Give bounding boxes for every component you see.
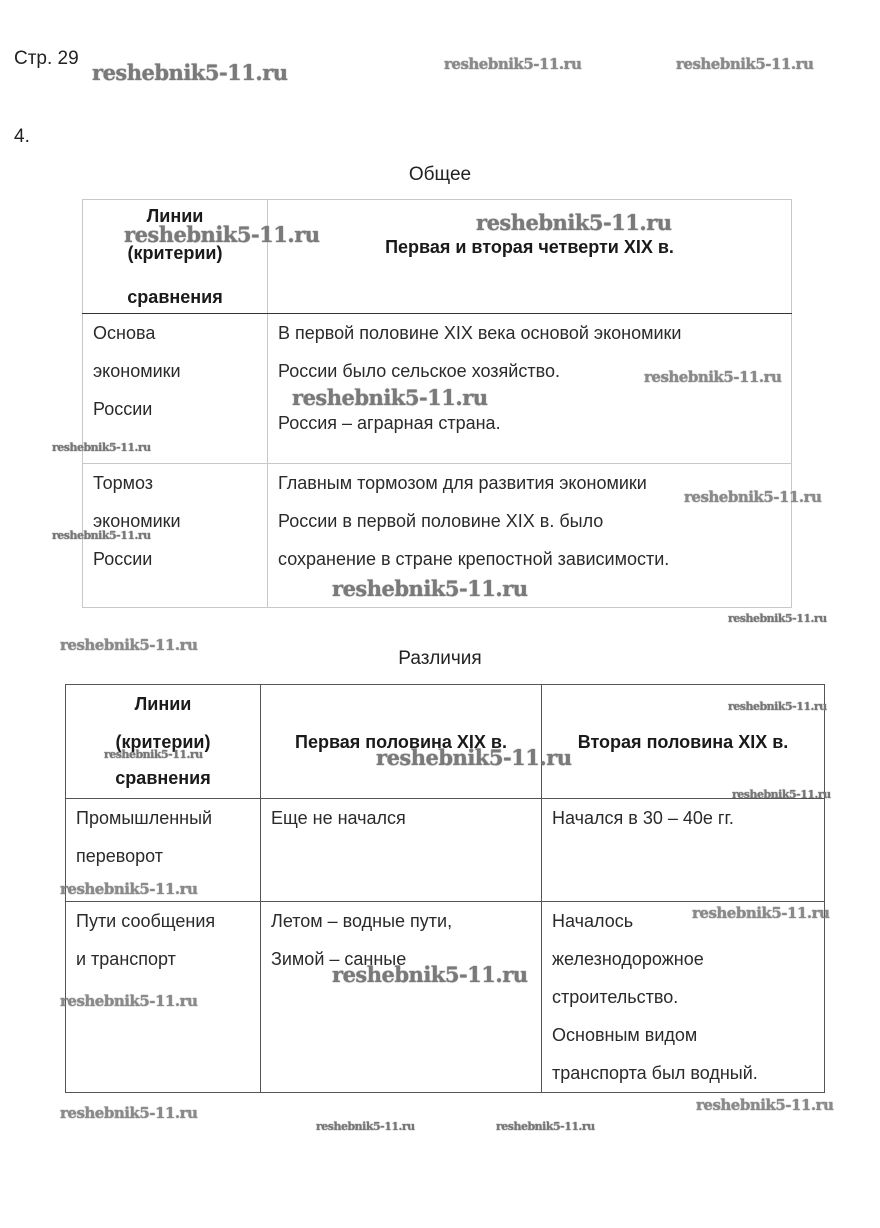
first-half-cell xyxy=(261,799,542,902)
first-half-line: Летом – водные пути, xyxy=(271,911,453,931)
second-half-header-cell xyxy=(542,685,825,799)
watermark: reshebnik5-11.ru xyxy=(316,1120,415,1133)
criterion-line: переворот xyxy=(76,846,164,866)
second-half-line: Начался в 30 – 40е гг. xyxy=(552,808,734,828)
watermark: reshebnik5-11.ru xyxy=(52,441,151,454)
criteria-header-line: сравнения xyxy=(115,768,211,788)
common-table-header-row xyxy=(83,200,792,314)
watermark: reshebnik5-11.ru xyxy=(728,700,827,713)
period-header-cell xyxy=(268,200,792,314)
watermark: reshebnik5-11.ru xyxy=(676,55,814,73)
criterion-line: Основа xyxy=(93,323,156,343)
first-half-line: Зимой – санные xyxy=(271,949,407,969)
table-row xyxy=(83,314,792,464)
description-line: Главным тормозом для развития экономики xyxy=(278,473,647,493)
differences-table-header-row xyxy=(66,685,825,799)
criteria-header-line: сравнения xyxy=(127,287,223,307)
criterion-line: экономики xyxy=(93,511,181,531)
watermark: reshebnik5-11.ru xyxy=(60,992,198,1010)
watermark: reshebnik5-11.ru xyxy=(644,368,782,386)
common-table xyxy=(82,199,792,608)
criterion-cell xyxy=(83,464,268,608)
watermark: reshebnik5-11.ru xyxy=(292,385,488,410)
criterion-line: Промышленный xyxy=(76,808,213,828)
period-header-text: Первая и вторая четверти XIX в. xyxy=(385,237,674,257)
watermark: reshebnik5-11.ru xyxy=(376,745,572,770)
first-half-line: Еще не начался xyxy=(271,808,406,828)
second-half-cell xyxy=(542,799,825,902)
watermark: reshebnik5-11.ru xyxy=(52,529,151,542)
criterion-line: экономики xyxy=(93,361,181,381)
criteria-header-cell xyxy=(66,685,261,799)
table-row xyxy=(83,464,792,608)
watermark: reshebnik5-11.ru xyxy=(732,788,831,801)
second-half-line: строительство. xyxy=(552,987,679,1007)
first-half-header-cell xyxy=(261,685,542,799)
watermark: reshebnik5-11.ru xyxy=(684,488,822,506)
description-line: России в первой половине XIX в. было xyxy=(278,511,604,531)
watermark: reshebnik5-11.ru xyxy=(92,60,288,85)
second-half-line: Началось xyxy=(552,911,634,931)
watermark: reshebnik5-11.ru xyxy=(124,222,320,247)
second-half-header-text: Вторая половина XIX в. xyxy=(577,731,789,752)
watermark: reshebnik5-11.ru xyxy=(60,880,198,898)
watermark: reshebnik5-11.ru xyxy=(60,636,198,654)
watermark: reshebnik5-11.ru xyxy=(444,55,582,73)
watermark: reshebnik5-11.ru xyxy=(692,904,830,922)
description-line: сохранение в стране крепостной зависимости. xyxy=(278,549,670,569)
first-half-header-text: Первая половина XIX в. xyxy=(295,731,507,752)
table-row xyxy=(66,902,825,1093)
watermark: reshebnik5-11.ru xyxy=(104,748,203,761)
criterion-cell xyxy=(83,314,268,464)
watermark: reshebnik5-11.ru xyxy=(332,962,528,987)
description-line: России было сельское хозяйство. xyxy=(278,361,560,381)
page-label: Стр. 29 xyxy=(14,48,79,69)
criterion-cell xyxy=(66,902,261,1093)
table-row xyxy=(66,799,825,902)
watermark: reshebnik5-11.ru xyxy=(332,576,528,601)
watermark: reshebnik5-11.ru xyxy=(728,612,827,625)
criterion-line: России xyxy=(93,549,153,569)
criteria-header-line: (критерии) xyxy=(127,243,223,263)
first-half-cell xyxy=(261,902,542,1093)
second-half-cell xyxy=(542,902,825,1093)
description-cell xyxy=(268,314,792,464)
criterion-line: России xyxy=(93,399,153,419)
second-half-line: транспорта был водный. xyxy=(552,1063,758,1083)
watermark: reshebnik5-11.ru xyxy=(696,1096,834,1114)
task-number: 4. xyxy=(14,126,30,147)
criteria-header-line: Линии xyxy=(146,206,204,226)
common-section-title: Общее xyxy=(408,164,472,185)
criterion-cell xyxy=(66,799,261,902)
criterion-line: Тормоз xyxy=(93,473,154,493)
watermark: reshebnik5-11.ru xyxy=(496,1120,595,1133)
description-line: Россия – аграрная страна. xyxy=(278,413,501,433)
differences-table xyxy=(65,684,825,1093)
differences-section-title: Различия xyxy=(398,648,482,669)
second-half-line: Основным видом xyxy=(552,1025,698,1045)
description-cell xyxy=(268,464,792,608)
description-line: В первой половине XIX века основой экономики xyxy=(278,323,682,343)
criterion-line: и транспорт xyxy=(76,949,176,969)
criteria-header-line: (критерии) xyxy=(115,732,211,752)
watermark: reshebnik5-11.ru xyxy=(60,1104,198,1122)
criterion-line: Пути сообщения xyxy=(76,911,216,931)
criteria-header-cell xyxy=(83,200,268,314)
watermark: reshebnik5-11.ru xyxy=(476,210,672,235)
criteria-header-line: Линии xyxy=(134,694,192,714)
second-half-line: железнодорожное xyxy=(552,949,704,969)
